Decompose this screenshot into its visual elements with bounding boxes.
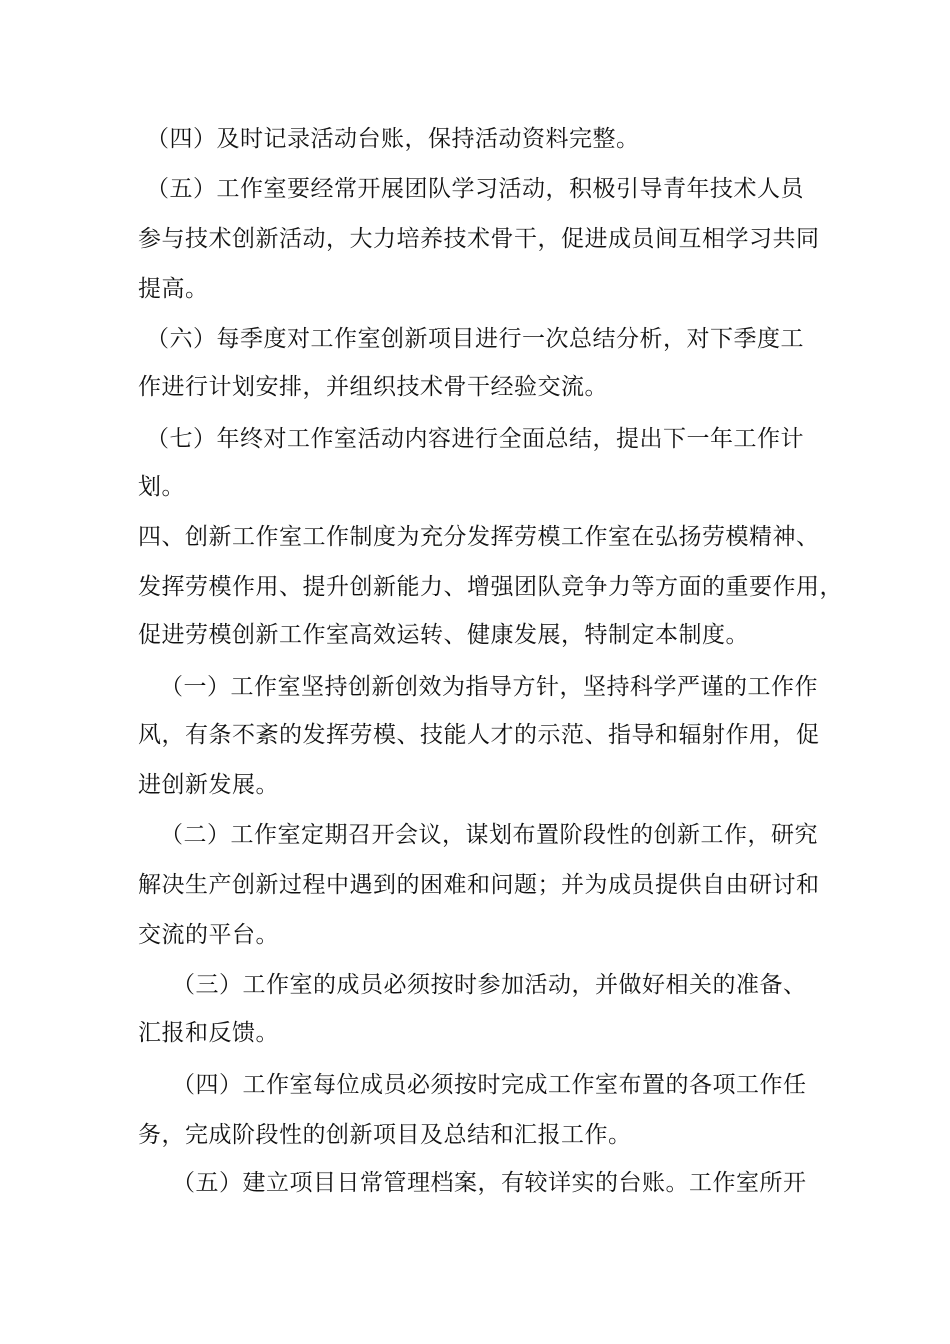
text-line-5: （六）每季度对工作室创新项目进行一次总结分析，对下季度工 [146, 326, 804, 352]
text-line-21: 务，完成阶段性的创新项目及总结和汇报工作。 [138, 1122, 632, 1148]
text-line-11: 促进劳模创新工作室高效运转、健康发展，特制定本制度。 [138, 622, 749, 648]
text-line-17: 交流的平台。 [138, 922, 279, 948]
text-line-3: 参与技术创新活动，大力培养技术骨干，促进成员间互相学习共同 [138, 226, 820, 252]
text-line-12: （一）工作室坚持创新创效为指导方针，坚持科学严谨的工作作 [160, 674, 818, 700]
text-line-14: 进创新发展。 [138, 772, 279, 798]
text-line-1: （四）及时记录活动台账，保持活动资料完整。 [146, 126, 640, 152]
text-line-6: 作进行计划安排，并组织技术骨干经验交流。 [138, 374, 608, 400]
text-line-18: （三）工作室的成员必须按时参加活动，并做好相关的准备、 [172, 972, 807, 998]
text-line-8: 划。 [138, 474, 185, 500]
text-line-10: 发挥劳模作用、提升创新能力、增强团队竞争力等方面的重要作用， [138, 574, 843, 600]
text-line-16: 解决生产创新过程中遇到的困难和问题；并为成员提供自由研讨和 [138, 872, 820, 898]
text-line-2: （五）工作室要经常开展团队学习活动，积极引导青年技术人员 [146, 176, 804, 202]
text-line-7: （七）年终对工作室活动内容进行全面总结，提出下一年工作计 [146, 426, 804, 452]
text-line-15: （二）工作室定期召开会议，谋划布置阶段性的创新工作，研究 [160, 822, 818, 848]
text-line-20: （四）工作室每位成员必须按时完成工作室布置的各项工作任 [172, 1072, 807, 1098]
text-line-13: 风，有条不紊的发挥劳模、技能人才的示范、指导和辐射作用，促 [138, 722, 820, 748]
text-line-9: 四、创新工作室工作制度为充分发挥劳模工作室在弘扬劳模精神、 [138, 524, 820, 550]
text-line-22: （五）建立项目日常管理档案，有较详实的台账。工作室所开 [172, 1170, 807, 1196]
text-line-4: 提高。 [138, 276, 209, 302]
text-line-19: 汇报和反馈。 [138, 1020, 279, 1046]
